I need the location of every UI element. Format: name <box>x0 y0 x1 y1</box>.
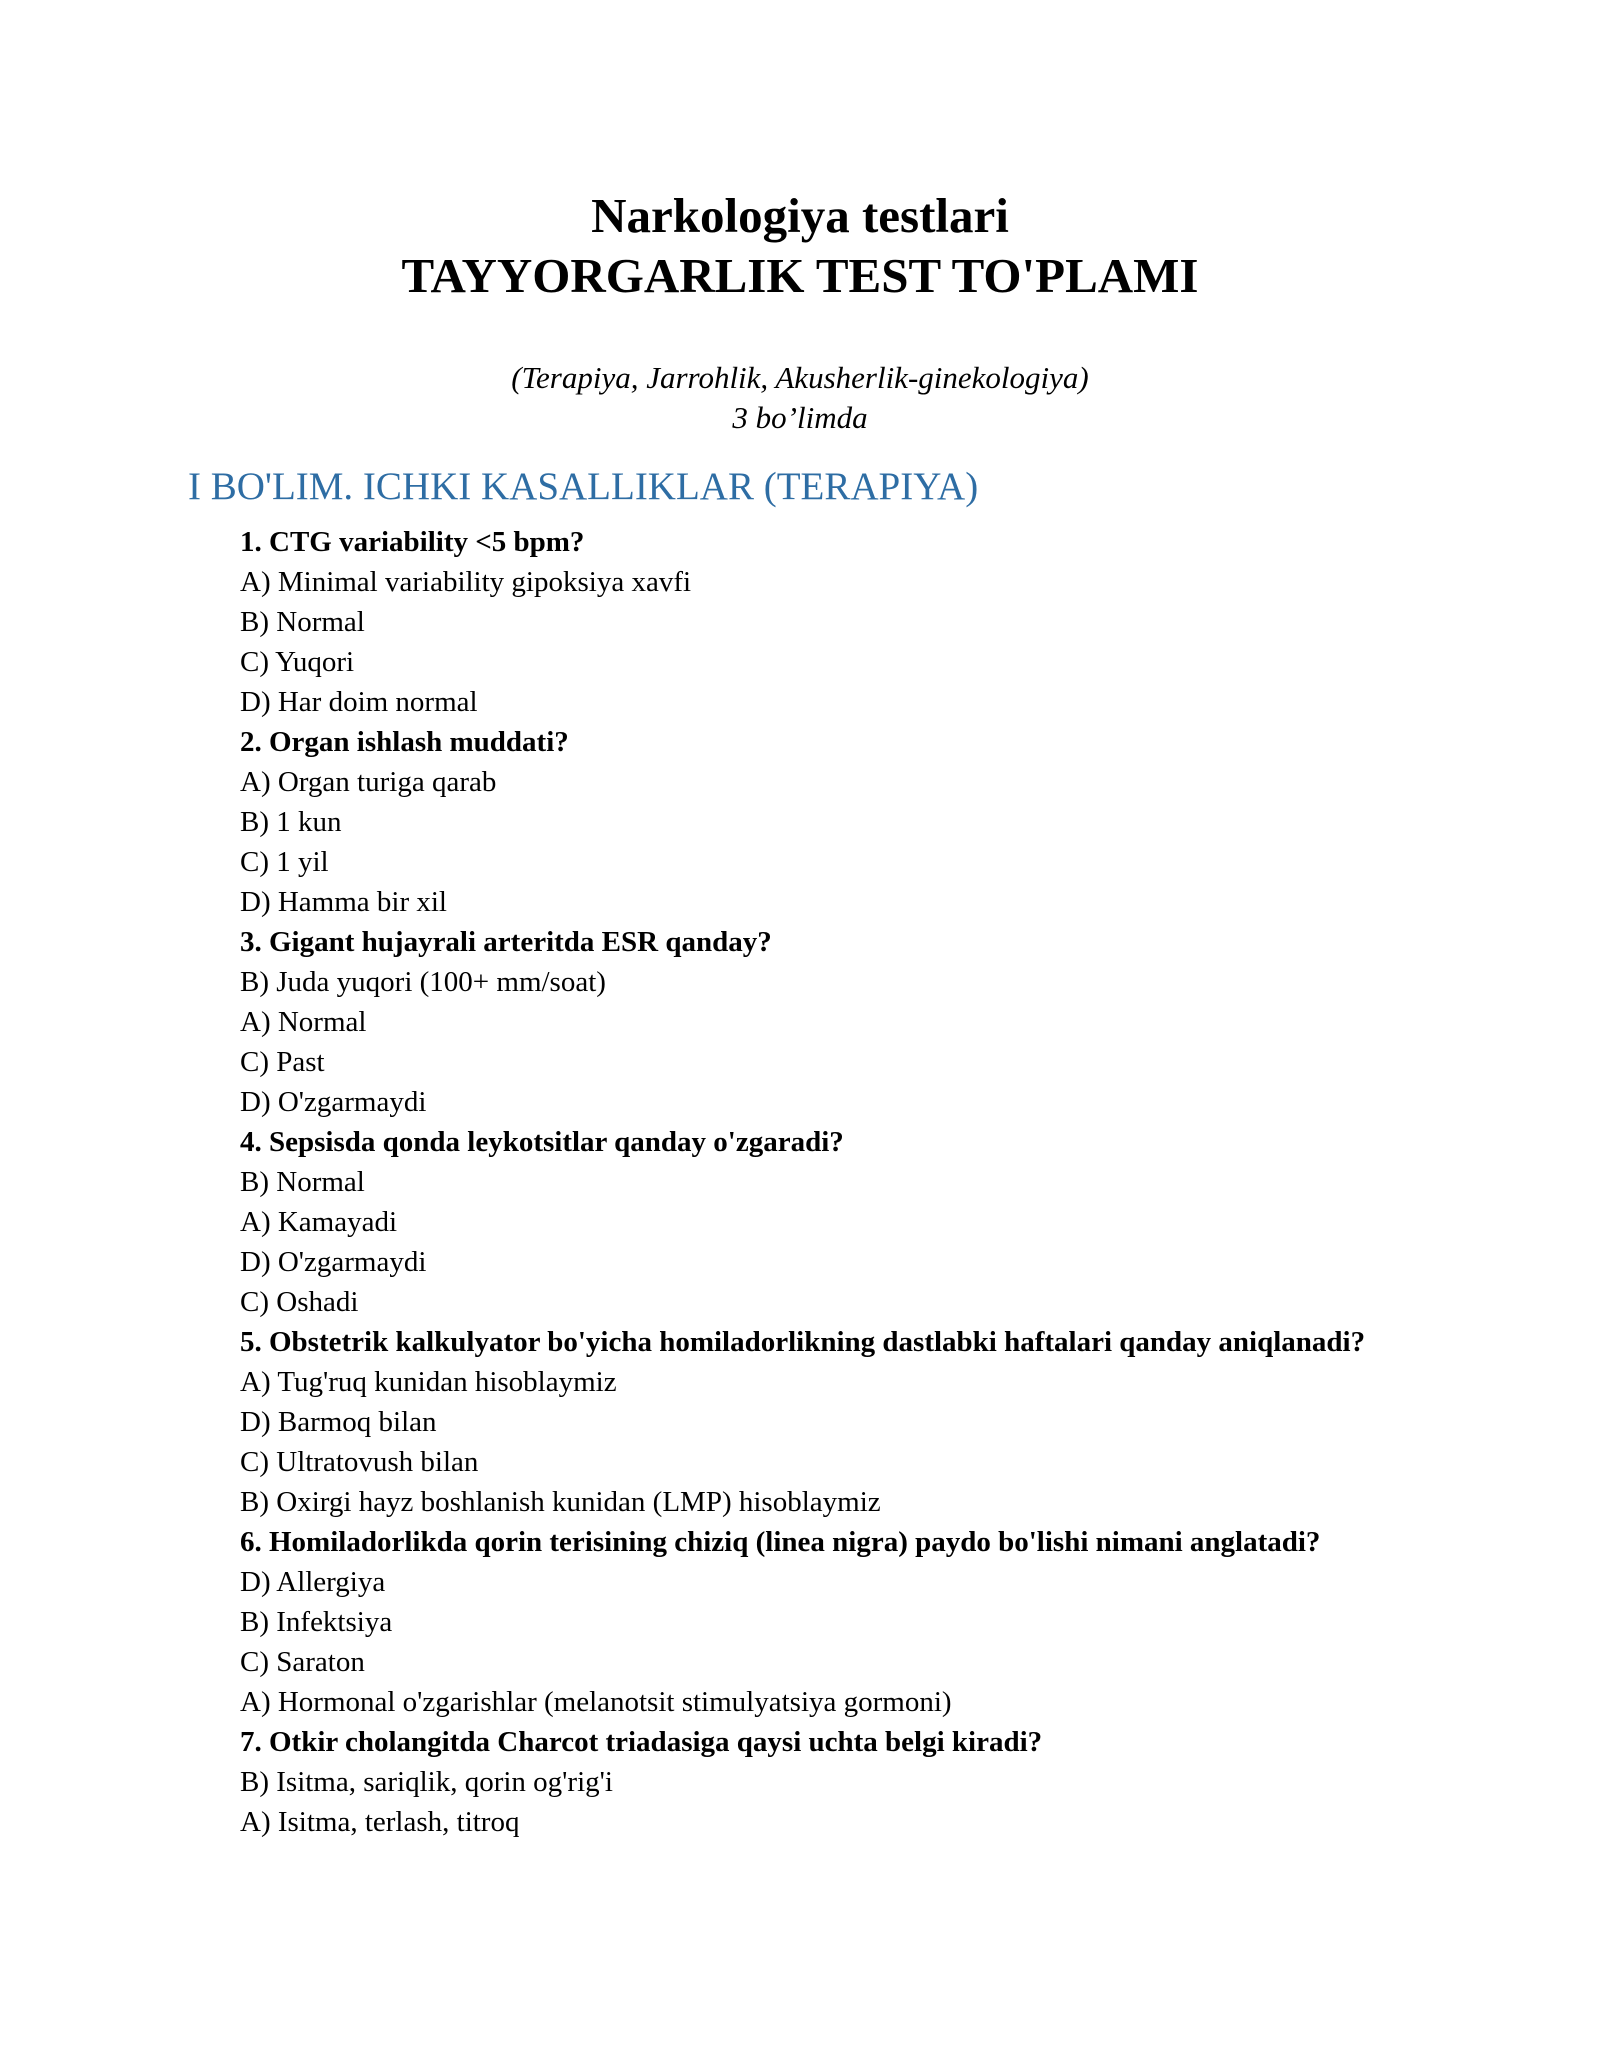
answer-option: D) O'zgarmaydi <box>240 1086 427 1118</box>
answer-option: A) Isitma, terlash, titroq <box>240 1806 520 1838</box>
question-text: 2. Organ ishlash muddati? <box>240 726 569 758</box>
answer-option: A) Organ turiga qarab <box>240 766 497 798</box>
document-subtitle <box>0 358 1600 438</box>
answer-option: A) Kamayadi <box>240 1206 398 1238</box>
answer-option: B) 1 kun <box>240 806 342 838</box>
answer-option: D) Allergiya <box>240 1566 386 1598</box>
answer-option: B) Oxirgi hayz boshlanish kunidan (LMP) hisoblaymiz <box>240 1486 881 1518</box>
answer-option: C) Saraton <box>240 1646 365 1678</box>
subtitle-line-1: (Terapiya, Jarrohlik, Akusherlik-ginekologiya) <box>511 360 1089 395</box>
question-list <box>240 522 1440 1842</box>
answer-option: C) Past <box>240 1046 325 1078</box>
answer-option: C) Oshadi <box>240 1286 359 1318</box>
question-text: 5. Obstetrik kalkulyator bo'yicha homiladorlikning dastlabki haftalari qanday aniqlanadi? <box>240 1326 1366 1358</box>
answer-option: D) O'zgarmaydi <box>240 1246 427 1278</box>
question-item <box>240 522 1440 722</box>
question-text: 6. Homiladorlikda qorin terisining chiziq (linea nigra) paydo bo'lishi nimani anglatadi? <box>240 1526 1321 1558</box>
question-text: 1. CTG variability <5 bpm? <box>240 526 585 558</box>
answer-option: C) Ultratovush bilan <box>240 1446 479 1478</box>
answer-option: C) Yuqori <box>240 646 355 678</box>
question-text: 7. Otkir cholangitda Charcot triadasiga qaysi uchta belgi kiradi? <box>240 1726 1043 1758</box>
answer-option: B) Normal <box>240 606 365 638</box>
document-title <box>0 186 1600 306</box>
answer-option: B) Infektsiya <box>240 1606 393 1638</box>
answer-option: B) Juda yuqori (100+ mm/soat) <box>240 966 606 998</box>
answer-option: A) Hormonal o'zgarishlar (melanotsit stimulyatsiya gormoni) <box>240 1686 952 1718</box>
question-item <box>240 922 1440 1122</box>
title-line-1: Narkologiya testlari <box>591 188 1009 243</box>
answer-option: D) Hamma bir xil <box>240 886 447 918</box>
answer-option: B) Isitma, sariqlik, qorin og'rig'i <box>240 1766 613 1798</box>
answer-option: D) Har doim normal <box>240 686 478 718</box>
question-item <box>240 1522 1440 1722</box>
section-heading: I BO'LIM. ICHKI KASALLIKLAR (TERAPIYA) <box>188 465 979 508</box>
answer-option: B) Normal <box>240 1166 365 1198</box>
question-item <box>240 1122 1440 1322</box>
question-text: 3. Gigant hujayrali arteritda ESR qanday? <box>240 926 772 958</box>
question-text: 4. Sepsisda qonda leykotsitlar qanday o'zgaradi? <box>240 1126 844 1158</box>
answer-option: A) Minimal variability gipoksiya xavfi <box>240 566 692 598</box>
question-item <box>240 1322 1440 1522</box>
answer-option: A) Tug'ruq kunidan hisoblaymiz <box>240 1366 617 1398</box>
question-item <box>240 1722 1440 1842</box>
question-item <box>240 722 1440 922</box>
answer-option: A) Normal <box>240 1006 367 1038</box>
title-line-2: TAYYORGARLIK TEST TO'PLAMI <box>401 248 1199 303</box>
answer-option: D) Barmoq bilan <box>240 1406 437 1438</box>
answer-option: C) 1 yil <box>240 846 329 878</box>
subtitle-line-2: 3 bo’limda <box>732 400 868 435</box>
